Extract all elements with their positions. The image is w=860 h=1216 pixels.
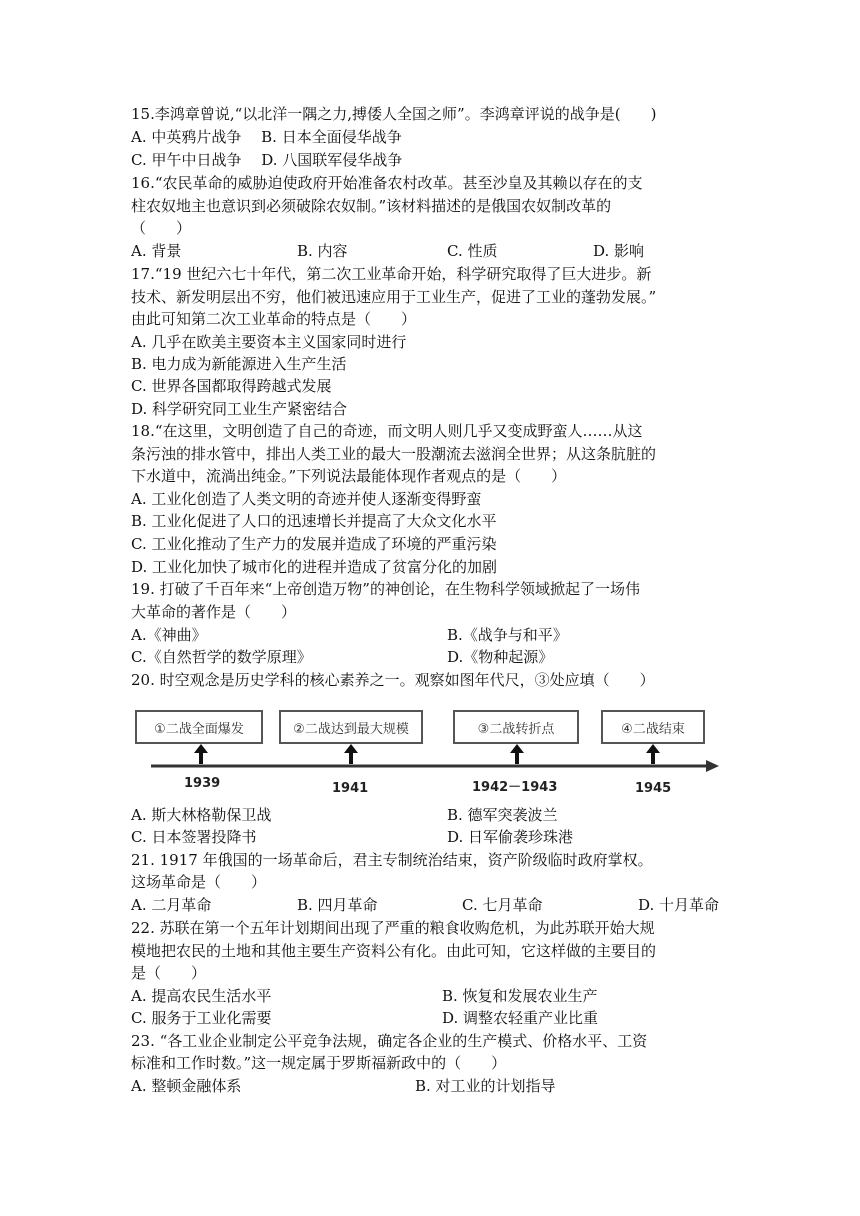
q22-stem-3: 是（ ） — [131, 964, 207, 982]
q22-stem-1: 22. 苏联在第一个五年计划期间出现了严重的粮食收购危机，为此苏联开始大规 — [131, 919, 655, 937]
q18-option-b: B. 工业化促进了人口的迅速增长并提高了大众文化水平 — [131, 512, 497, 530]
timeline-box-3: ③二战转折点 — [453, 710, 579, 744]
q18-stem-1: 18.“在这里，文明创造了自己的奇迹，而文明人则几乎又变成野蛮人……从这 — [131, 422, 643, 440]
timeline-arrow-3 — [510, 744, 524, 764]
q16-option-d: D. 影响 — [593, 242, 645, 260]
q22-option-a: A. 提高农民生活水平 — [131, 987, 272, 1005]
timeline-year-1: 1939 — [184, 776, 221, 791]
timeline-figure — [131, 702, 721, 802]
q21-option-c: C. 七月革命 — [462, 896, 543, 914]
q23-stem-1: 23. “各工业企业制定公平竞争法规，确定各企业的生产模式、价格水平、工资 — [131, 1032, 648, 1050]
q15-options-ab: A. 中英鸦片战争 B. 日本全面侵华战争 — [131, 128, 402, 146]
q18-option-c: C. 工业化推动了生产力的发展并造成了环境的严重污染 — [131, 535, 497, 553]
q15-stem: 15.李鸿章曾说,“以北洋一隅之力,搏倭人全国之师”。李鸿章评说的战争是( ) — [131, 105, 657, 123]
q21-option-b: B. 四月革命 — [297, 896, 378, 914]
q17-option-a: A. 几乎在欧美主要资本主义国家同时进行 — [131, 333, 407, 351]
q23-option-a: A. 整顿金融体系 — [131, 1077, 242, 1095]
q19-option-d: D.《物种起源》 — [447, 648, 554, 666]
q21-option-d: D. 十月革命 — [638, 896, 720, 914]
q20-stem: 20. 时空观念是历史学科的核心素养之一。观察如图年代尺，③处应填（ ） — [131, 671, 655, 689]
q18-option-d: D. 工业化加快了城市化的进程并造成了贫富分化的加剧 — [131, 558, 498, 576]
q15-options-cd: C. 甲午中日战争 D. 八国联军侵华战争 — [131, 151, 403, 169]
timeline-box-1: ①二战全面爆发 — [135, 710, 263, 744]
q17-stem-2: 技术、新发明层出不穷，他们被迅速应用于工业生产，促进了工业的蓬勃发展。” — [131, 288, 657, 306]
q16-option-c: C. 性质 — [447, 242, 498, 260]
q18-stem-2: 条污浊的排水管中，排出人类工业的最大一股潮流去滋润全世界；从这条肮脏的 — [131, 445, 657, 463]
q20-option-a: A. 斯大林格勒保卫战 — [131, 806, 272, 824]
q16-option-b: B. 内容 — [297, 242, 348, 260]
q21-stem-1: 21. 1917 年俄国的一场革命后，君主专制统治结束，资产阶级临时政府掌权。 — [131, 851, 653, 869]
q16-stem-1: 16.“农民革命的威胁迫使政府开始准备农村改革。甚至沙皇及其赖以存在的支 — [131, 174, 643, 192]
q19-option-b: B.《战争与和平》 — [447, 626, 568, 644]
q18-option-a: A. 工业化创造了人类文明的奇迹并使人逐渐变得野蛮 — [131, 490, 482, 508]
timeline-arrow-4 — [646, 744, 660, 764]
timeline-arrow-2 — [344, 744, 358, 764]
q19-stem-2: 大革命的著作是（ ） — [131, 603, 297, 621]
q23-stem-2: 标准和工作时数。”这一规定属于罗斯福新政中的（ ） — [131, 1054, 507, 1072]
q22-option-b: B. 恢复和发展农业生产 — [442, 987, 598, 1005]
q19-stem-1: 19. 打破了千百年来“上帝创造万物”的神创论，在生物科学领域掀起了一场伟 — [131, 580, 640, 598]
q18-stem-3: 下水道中，流淌出纯金。”下列说法最能体现作者观点的是（ ） — [131, 467, 567, 485]
q17-stem-1: 17.“19 世纪六七十年代，第二次工业革命开始，科学研究取得了巨大进步。新 — [131, 265, 652, 283]
timeline-year-4: 1945 — [635, 781, 672, 796]
q17-option-d: D. 科学研究同工业生产紧密结合 — [131, 400, 348, 418]
q19-option-c: C.《自然哲学的数学原理》 — [131, 648, 312, 666]
timeline-box-4: ④二战结束 — [601, 710, 705, 744]
q17-option-c: C. 世界各国都取得跨越式发展 — [131, 377, 332, 395]
q16-option-a: A. 背景 — [131, 242, 182, 260]
q23-option-b: B. 对工业的计划指导 — [415, 1077, 556, 1095]
q21-option-a: A. 二月革命 — [131, 896, 212, 914]
timeline-box-2: ②二战达到最大规模 — [279, 710, 423, 744]
q22-option-c: C. 服务于工业化需要 — [131, 1009, 272, 1027]
timeline-year-3: 1942－1943 — [472, 780, 558, 795]
q20-option-d: D. 日军偷袭珍珠港 — [447, 828, 574, 846]
q20-option-c: C. 日本签署投降书 — [131, 828, 257, 846]
q22-stem-2: 模地把农民的土地和其他主要生产资料公有化。由此可知，它这样做的主要目的 — [131, 942, 657, 960]
q22-option-d: D. 调整农轻重产业比重 — [442, 1009, 599, 1027]
q17-option-b: B. 电力成为新能源进入生产生活 — [131, 355, 347, 373]
q16-stem-3: （ ） — [131, 219, 192, 237]
timeline-arrow-1 — [194, 744, 208, 764]
q17-stem-3: 由此可知第二次工业革命的特点是（ ） — [131, 310, 417, 328]
q16-stem-2: 柱农奴地主也意识到必须破除农奴制。”该材料描述的是俄国农奴制改革的 — [131, 197, 612, 215]
timeline-year-2: 1941 — [332, 781, 369, 796]
q21-stem-2: 这场革命是（ ） — [131, 873, 267, 891]
q20-option-b: B. 德军突袭波兰 — [447, 806, 558, 824]
q19-option-a: A.《神曲》 — [131, 626, 207, 644]
